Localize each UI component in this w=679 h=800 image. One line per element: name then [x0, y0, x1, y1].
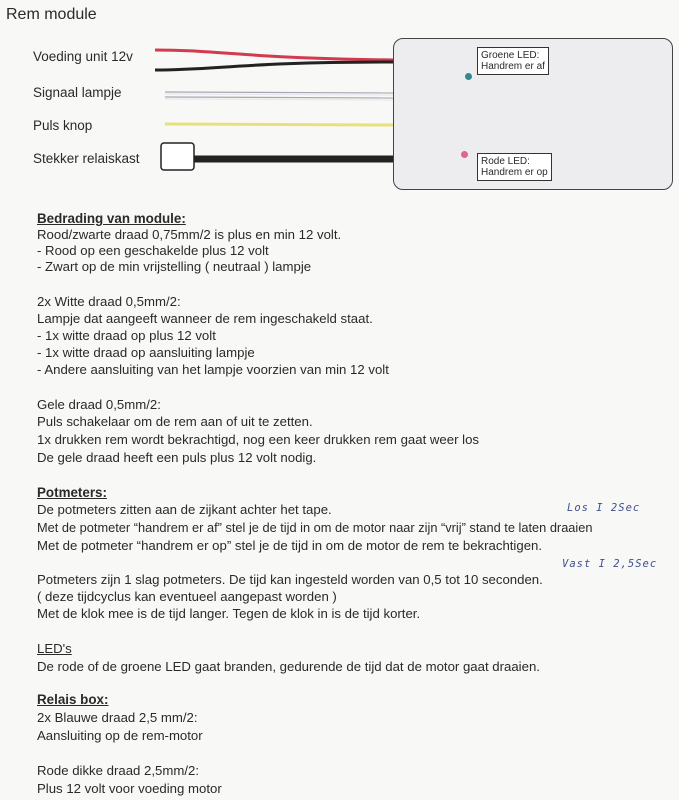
bedrading-line2: - Rood op een geschakelde plus 12 volt: [37, 243, 269, 258]
page-title: Rem module: [6, 6, 97, 23]
gele-line3: 1x drukken rem wordt bekrachtigd, nog een keer drukken rem gaat weer los: [37, 432, 480, 447]
red-led-line2: Handrem er op: [481, 167, 548, 178]
white-wire-2-inner: [165, 99, 395, 100]
potmeters-heading: Potmeters:: [37, 485, 107, 500]
label-voeding: Voeding unit 12v: [33, 49, 133, 64]
label-puls: Puls knop: [33, 118, 93, 133]
potmeters-line3: Met de potmeter “handrem er op” stel je de tijd in om de motor de rem te bekrachtigen.: [37, 538, 543, 553]
white-wire-1: [165, 92, 395, 93]
module-box: [393, 38, 673, 190]
green-led-line2: Handrem er af: [481, 61, 545, 72]
relais-line4: Plus 12 volt voor voeding motor: [37, 781, 222, 796]
red-led-label: [477, 153, 552, 181]
witte-line3: - 1x witte draad op plus 12 volt: [37, 328, 216, 343]
label-signaal: Signaal lampje: [33, 85, 122, 100]
leds-line1: De rode of de groene LED gaat branden, gedurende de tijd dat de motor gaat draaien.: [37, 659, 540, 674]
relais-line2: Aansluiting op de rem-motor: [37, 728, 203, 743]
white-wire-1-inner: [165, 94, 395, 95]
gele-line2: Puls schakelaar om de rem aan of uit te zetten.: [37, 414, 313, 429]
bedrading-line3: - Zwart op de min vrijstelling ( neutraal ) lampje: [37, 259, 312, 274]
leds-heading: LED's: [37, 641, 72, 656]
potmeters-line6: Met de klok mee is de tijd langer. Tegen de klok in is de tijd korter.: [37, 606, 421, 621]
gele-line1: Gele draad 0,5mm/2:: [37, 397, 161, 412]
gele-line4: De gele draad heeft een puls plus 12 volt nodig.: [37, 450, 317, 465]
bedrading-line1: Rood/zwarte draad 0,75mm/2 is plus en min 12 volt.: [37, 227, 342, 242]
green-led-line1: Groene LED:: [481, 50, 540, 61]
witte-line1: 2x Witte draad 0,5mm/2:: [37, 294, 181, 309]
relais-line3: Rode dikke draad 2,5mm/2:: [37, 763, 199, 778]
handwritten-note-vast: Vast I 2,5Sec: [562, 558, 658, 570]
red-led-icon: [461, 151, 468, 158]
potmeters-line4: Potmeters zijn 1 slag potmeters. De tijd kan ingesteld worden van 0,5 tot 10 seconden.: [37, 572, 543, 587]
green-led-icon: [465, 73, 472, 80]
potmeters-line1: De potmeters zitten aan de zijkant achter het tape.: [37, 502, 332, 517]
witte-line5: - Andere aansluiting van het lampje voorzien van min 12 volt: [37, 362, 389, 377]
green-led-label: [477, 47, 549, 75]
white-wire-2: [165, 97, 395, 98]
handwritten-note-los: Los I 2Sec: [567, 502, 641, 514]
witte-line2: Lampje dat aangeeft wanneer de rem ingeschakeld staat.: [37, 311, 373, 326]
red-led-line1: Rode LED:: [481, 156, 530, 167]
potmeters-line2: Met de potmeter “handrem er af” stel je de tijd in om de motor naar zijn “vrij” stand te laten draaien: [37, 520, 593, 535]
black-wire: [155, 62, 395, 70]
yellow-wire: [165, 124, 395, 125]
relais-heading: Relais box:: [37, 692, 109, 707]
relay-connector: [161, 143, 194, 170]
witte-line4: - 1x witte draad op aansluiting lampje: [37, 345, 255, 360]
relais-line1: 2x Blauwe draad 2,5 mm/2:: [37, 710, 198, 725]
red-wire: [155, 50, 395, 60]
bedrading-heading: Bedrading van module:: [37, 211, 186, 226]
label-stekker: Stekker relaiskast: [33, 151, 140, 166]
potmeters-line5: ( deze tijdcyclus kan eventueel aangepast worden ): [37, 589, 337, 604]
